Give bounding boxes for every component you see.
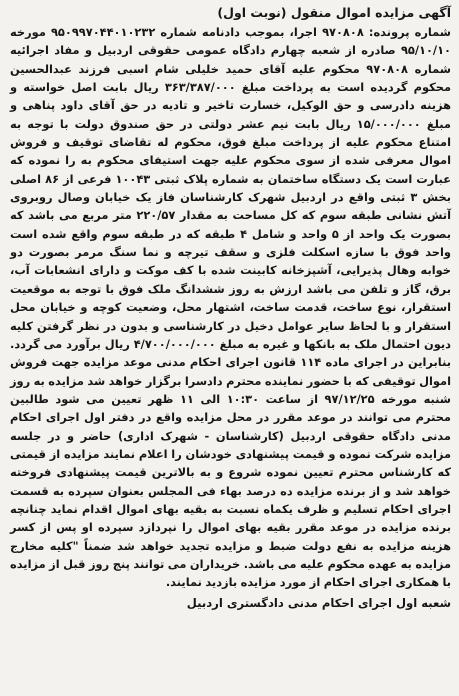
notice-body: شماره پرونده: ۹۷۰۸۰۸ اجرا، بموجب دادنامه شماره ۹۵۰۹۹۷۰۴۴۰۱۰۲۳۲ مورخه ۹۵/۱۰/۱۰ صادره از شعبه چهارم دادگاه عمومی حقوقی اردبیل و مفاد اجرائیه شماره ۹۷۰۸۰۸ محکوم علیه آقای حمید خلیلی شام اسبی فرزند عبدالحسین محکوم گردیده است به پرداخت مبلغ ۳۶۳/۳۸۷/۰۰۰ ریال بابت اصل خواسته و هزینه دادرسی و حق الوکیل، خسارت تاخیر و تادیه در حق آقای داود پناهی و مبلغ ۱۵/۰۰۰/۰۰۰ ریال بابت نیم عشر دولتی در حق صندوق دولت با توجه به امتناع محکوم علیه از پرداخت مبلغ فوق، محکوم له تقاضای توقیف و فروش اموال معرفی شده از سوی محکوم علیه جهت استیفای محکوم به را نموده که عبارت است یک دستگاه ساختمان به شماره پلاک ثبتی ۱۰۰۴۳ فرعی از ۸۶ اصلی بخش ۳ ثبتی واقع در اردبیل شهرک کارشناسان فاز یک خیابان وصال روبروی آتش نشانی طبقه سوم که کل مساحت به مقدار ۲۲۰/۵۷ متر مربع می باشد که بصورت یک واحد از ۵ واحد و شامل ۴ طبقه که در طبقه سوم واقع شده است واحد فوق با سازه اسکلت فلزی و سقف تیرچه و نما سنگ مرمر بصورت دو خوابه وهال پذیرایی، آشپزخانه کابینت شده با کف موکت و دارای انشعابات آب، برق، گاز و تلفن می باشد ارزش به روز ششدانگ ملک فوق با توجه به موقعیت استقرار، نوع ساخت، قدمت ساخت، اشتهار محل، وضعیت کوچه و خیابان محل استقرار و با لحاظ سایر عوامل دخیل در کارشناسی و بدون در نظر گرفتن کلیه دیون احتمال ملک به بانکها و غیره به مبلغ ۴/۷۰۰/۰۰۰/۰۰۰ ریال برآورد می گردد. بنابراین در اجرای ماده ۱۱۴ قانون اجرای احکام مدنی موعد مزایده جهت فروش اموال توقیفی که با حضور نماینده محترم دادسرا برگزار خواهد شد مزایده به روز شنبه مورخه ۹۷/۱۲/۲۵ از ساعت ۱۰:۳۰ الی ۱۱ ظهر تعیین می شود طالبین محترم می توانند در موعد مقرر در محل مزایده واقع در دفتر اول اجرای احکام مدنی دادگاه حقوقی اردبیل (کارشناسان - شهرک اداری) حاضر و در جلسه مزایده شرکت نموده و قیمت پیشنهادی خودشان را اعلام نمایند مزایده از قیمتی که کارشناس محترم تعیین نموده شروع و به بالاترین قیمت پیشنهادی فروخته خواهد شد و از برنده مزایده ده درصد بهاء فی المجلس بعنوان سپرده به قسمت اجرای احکام تسلیم و ظرف یکماه نسبت به بقیه بهای اموال اقدام نماید چنانچه برنده مزایده در موعد مقرر بقیه بهای اموال را نپردازد سپرده او پس از کسر هزینه مزایده به نفع دولت ضبط و مزایده تجدید خواهد شد ضمناً "کلیه مخارج مزایده به عهده محکوم علیه می باشد. خریداران می توانند پنج روز قبل از مزایده با همکاری اجرای احکام از مورد مزایده بازدید نمایند. <box>9 25 452 590</box>
notice-title: آگهی مزایده اموال منقول (نوبت اول) <box>217 5 451 20</box>
notice-signature: شعبه اول اجرای احکام مدنی دادگستری اردبیل <box>186 595 451 610</box>
